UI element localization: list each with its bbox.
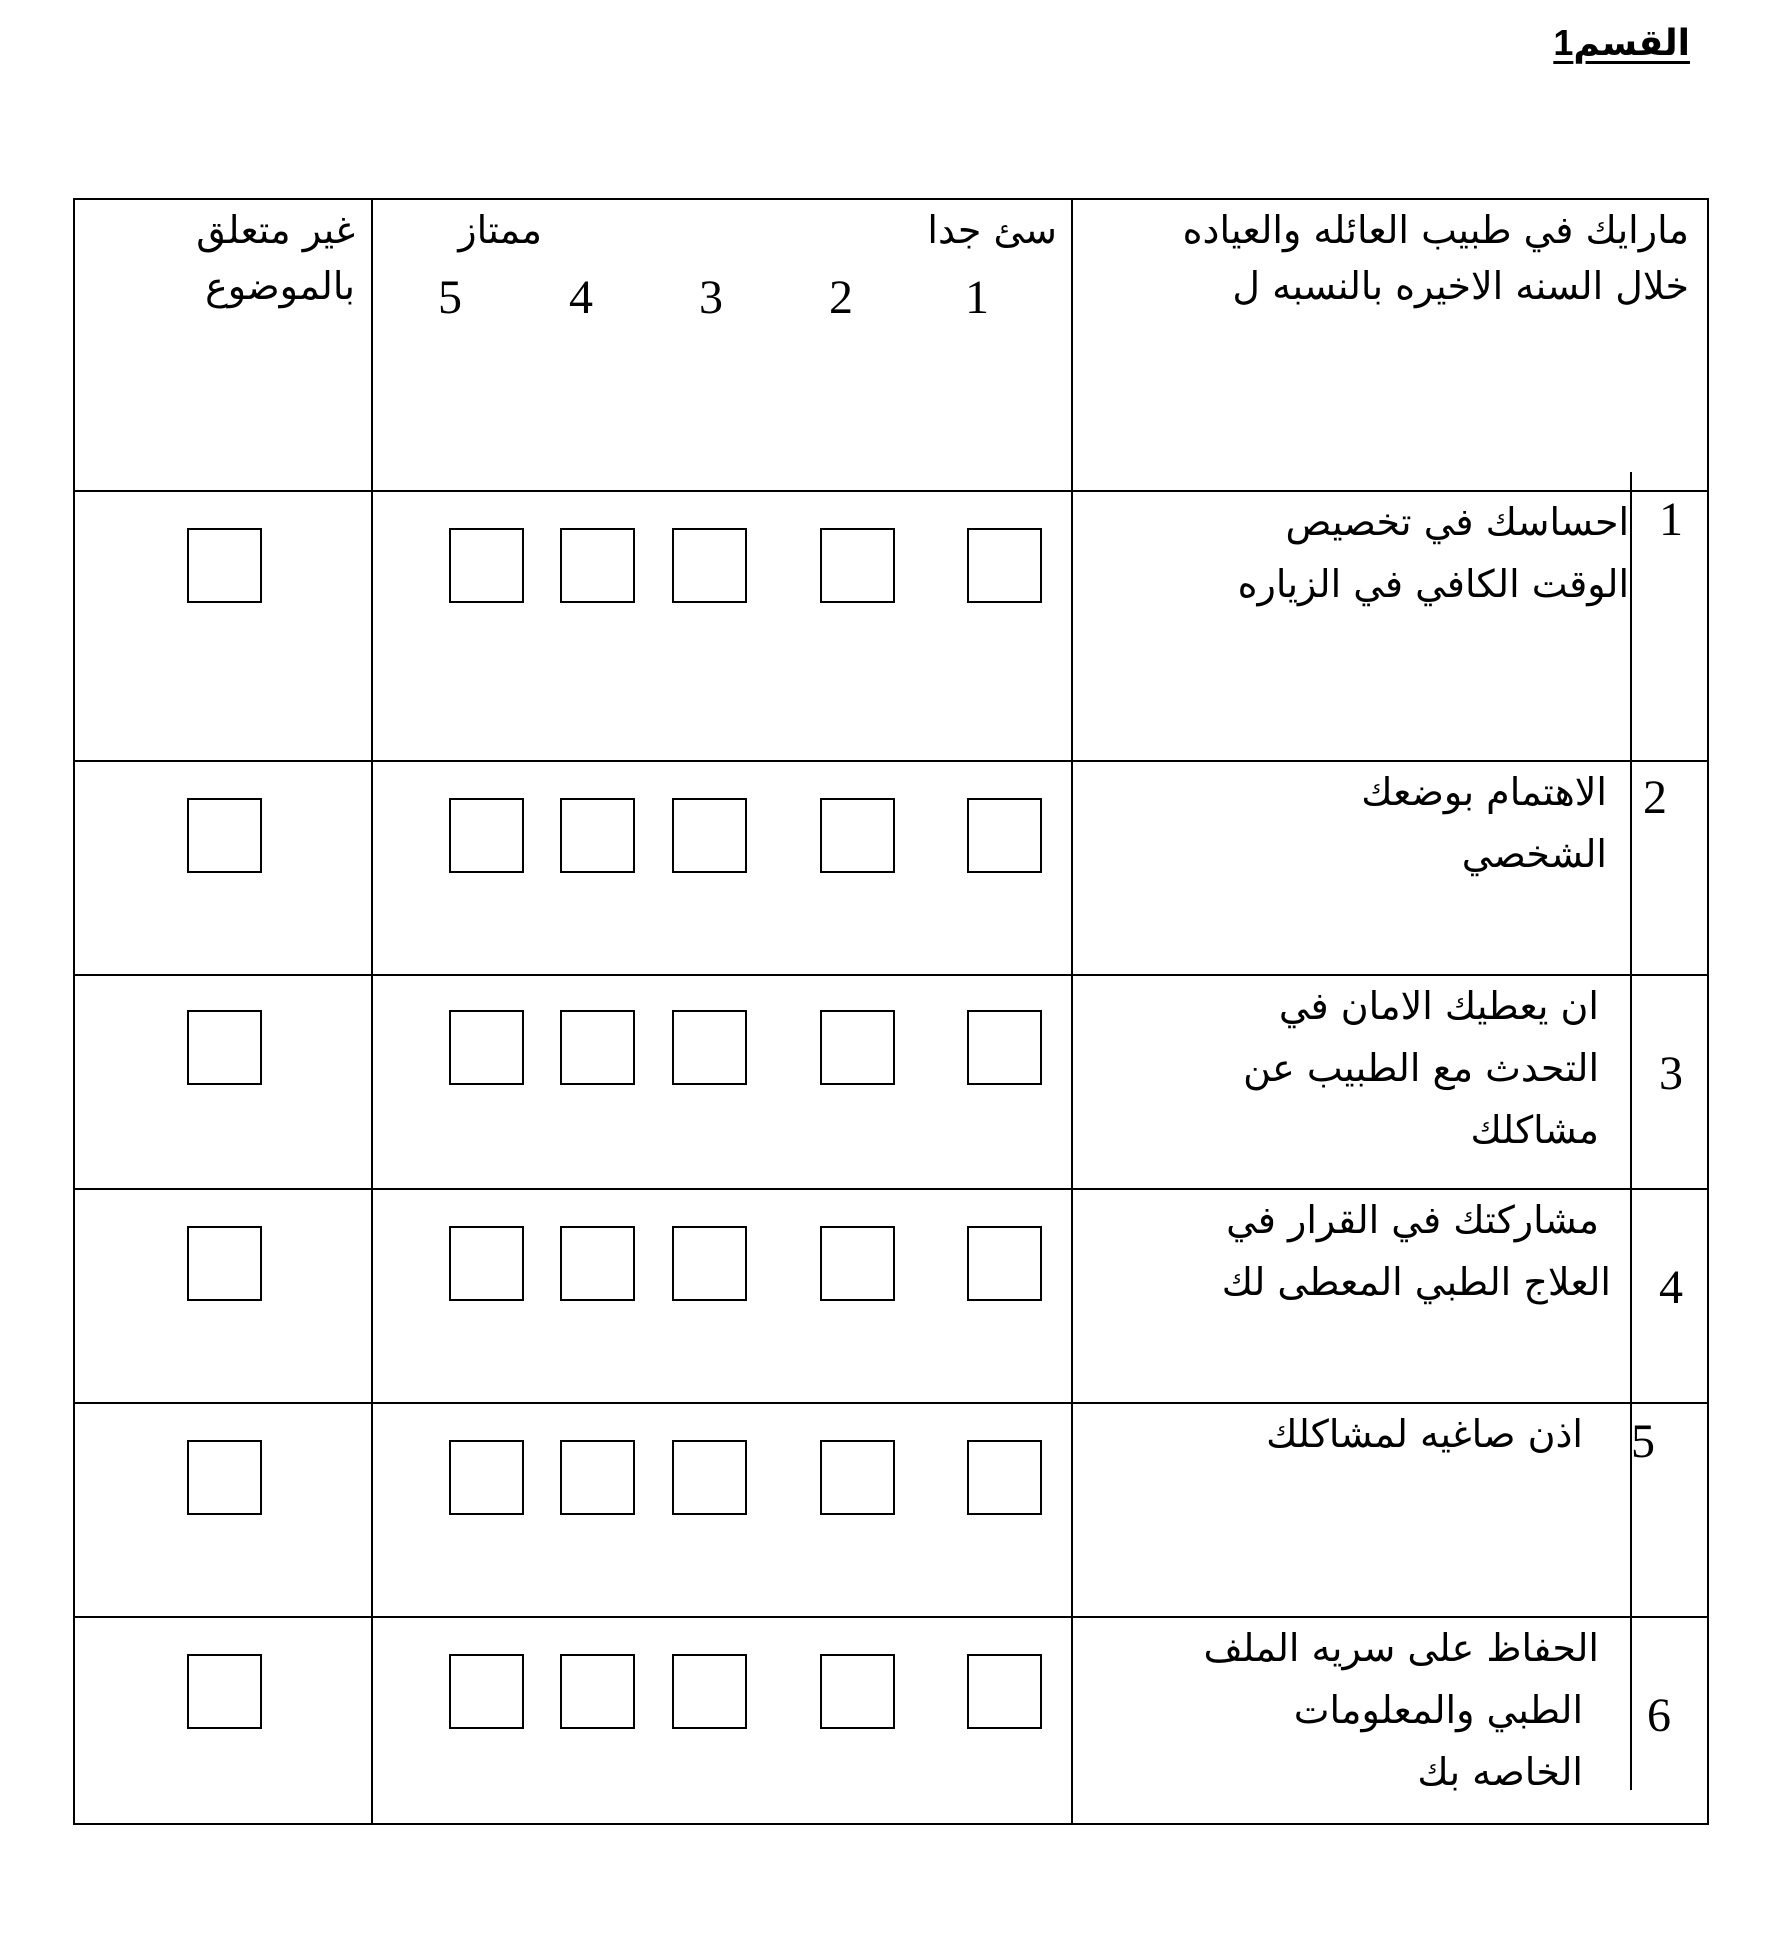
item-text-line: الطبي والمعلومات — [1293, 1688, 1583, 1732]
rating-5-checkbox[interactable] — [449, 1440, 524, 1515]
item-number: 2 — [1643, 771, 1667, 824]
rating-4-checkbox[interactable] — [560, 798, 635, 873]
rating-5-checkbox[interactable] — [449, 528, 524, 603]
rating-5-checkbox[interactable] — [449, 1654, 524, 1729]
question-header-line1: مارايك في طبيب العائله والعياده — [1182, 208, 1689, 252]
question-header-line2: خلال السنه الاخيره بالنسبه ل — [1232, 264, 1689, 308]
not-applicable-checkbox[interactable] — [187, 1226, 262, 1301]
item-row — [75, 1188, 1707, 1402]
rating-2-checkbox[interactable] — [820, 1654, 895, 1729]
na-header-line2: بالموضوع — [205, 264, 355, 308]
item-text-line: اذن صاغيه لمشاكلك — [1266, 1412, 1583, 1456]
rating-1-checkbox[interactable] — [967, 1010, 1042, 1085]
na-header-line1: غير متعلق — [196, 208, 355, 252]
item-text-line: التحدث مع الطبيب عن — [1243, 1046, 1599, 1090]
rating-2-checkbox[interactable] — [820, 1440, 895, 1515]
rating-3-checkbox[interactable] — [672, 1440, 747, 1515]
rating-1-checkbox[interactable] — [967, 1654, 1042, 1729]
item-row — [75, 1616, 1707, 1825]
item-text-line: ان يعطيك الامان في — [1278, 984, 1599, 1028]
not-applicable-checkbox[interactable] — [187, 1010, 262, 1085]
item-text-line: مشاركتك في القرار في — [1226, 1198, 1599, 1242]
rating-1-checkbox[interactable] — [967, 1226, 1042, 1301]
rating-5-checkbox[interactable] — [449, 1226, 524, 1301]
item-row — [75, 490, 1707, 760]
survey-table — [73, 198, 1709, 1825]
item-row — [75, 760, 1707, 974]
item-number: 4 — [1659, 1261, 1683, 1314]
rating-4-checkbox[interactable] — [560, 1010, 635, 1085]
not-applicable-checkbox[interactable] — [187, 528, 262, 603]
item-text-line: الاهتمام بوضعك — [1361, 770, 1607, 814]
item-row — [75, 1402, 1707, 1616]
scale-number-3: 3 — [699, 271, 723, 324]
scale-number-4: 4 — [569, 271, 593, 324]
item-number: 3 — [1659, 1047, 1683, 1100]
rating-5-checkbox[interactable] — [449, 798, 524, 873]
item-text-line: الوقت الكافي في الزياره — [1237, 562, 1629, 606]
item-text-line: الحفاظ على سريه الملف — [1203, 1626, 1599, 1670]
not-applicable-checkbox[interactable] — [187, 1654, 262, 1729]
rating-4-checkbox[interactable] — [560, 1654, 635, 1729]
item-text-line: احساسك في تخصيص — [1285, 500, 1629, 544]
rating-1-checkbox[interactable] — [967, 798, 1042, 873]
item-text-line: الخاصه بك — [1417, 1750, 1583, 1794]
not-applicable-checkbox[interactable] — [187, 798, 262, 873]
item-text-line: العلاج الطبي المعطى لك — [1221, 1260, 1611, 1304]
scale-low-label: سئ جدا — [927, 208, 1057, 252]
rating-3-checkbox[interactable] — [672, 1010, 747, 1085]
rating-2-checkbox[interactable] — [820, 798, 895, 873]
item-text-line: الشخصي — [1461, 832, 1607, 876]
not-applicable-checkbox[interactable] — [187, 1440, 262, 1515]
rating-4-checkbox[interactable] — [560, 1226, 635, 1301]
rating-2-checkbox[interactable] — [820, 1226, 895, 1301]
item-row — [75, 974, 1707, 1188]
rating-4-checkbox[interactable] — [560, 1440, 635, 1515]
rating-5-checkbox[interactable] — [449, 1010, 524, 1085]
scale-number-2: 2 — [829, 271, 853, 324]
item-number: 5 — [1631, 1415, 1655, 1468]
rating-1-checkbox[interactable] — [967, 528, 1042, 603]
rating-1-checkbox[interactable] — [967, 1440, 1042, 1515]
item-number: 1 — [1659, 493, 1683, 546]
scale-high-label: ممتاز — [458, 208, 542, 252]
rating-3-checkbox[interactable] — [672, 1226, 747, 1301]
rating-2-checkbox[interactable] — [820, 528, 895, 603]
rating-2-checkbox[interactable] — [820, 1010, 895, 1085]
rating-3-checkbox[interactable] — [672, 798, 747, 873]
rating-4-checkbox[interactable] — [560, 528, 635, 603]
section-title: القسم1 — [1553, 22, 1690, 63]
item-number: 6 — [1647, 1689, 1671, 1742]
scale-number-1: 1 — [965, 271, 989, 324]
rating-3-checkbox[interactable] — [672, 528, 747, 603]
header-row — [75, 200, 1707, 490]
scale-number-5: 5 — [438, 271, 462, 324]
item-text-line: مشاكلك — [1470, 1108, 1599, 1152]
rating-3-checkbox[interactable] — [672, 1654, 747, 1729]
